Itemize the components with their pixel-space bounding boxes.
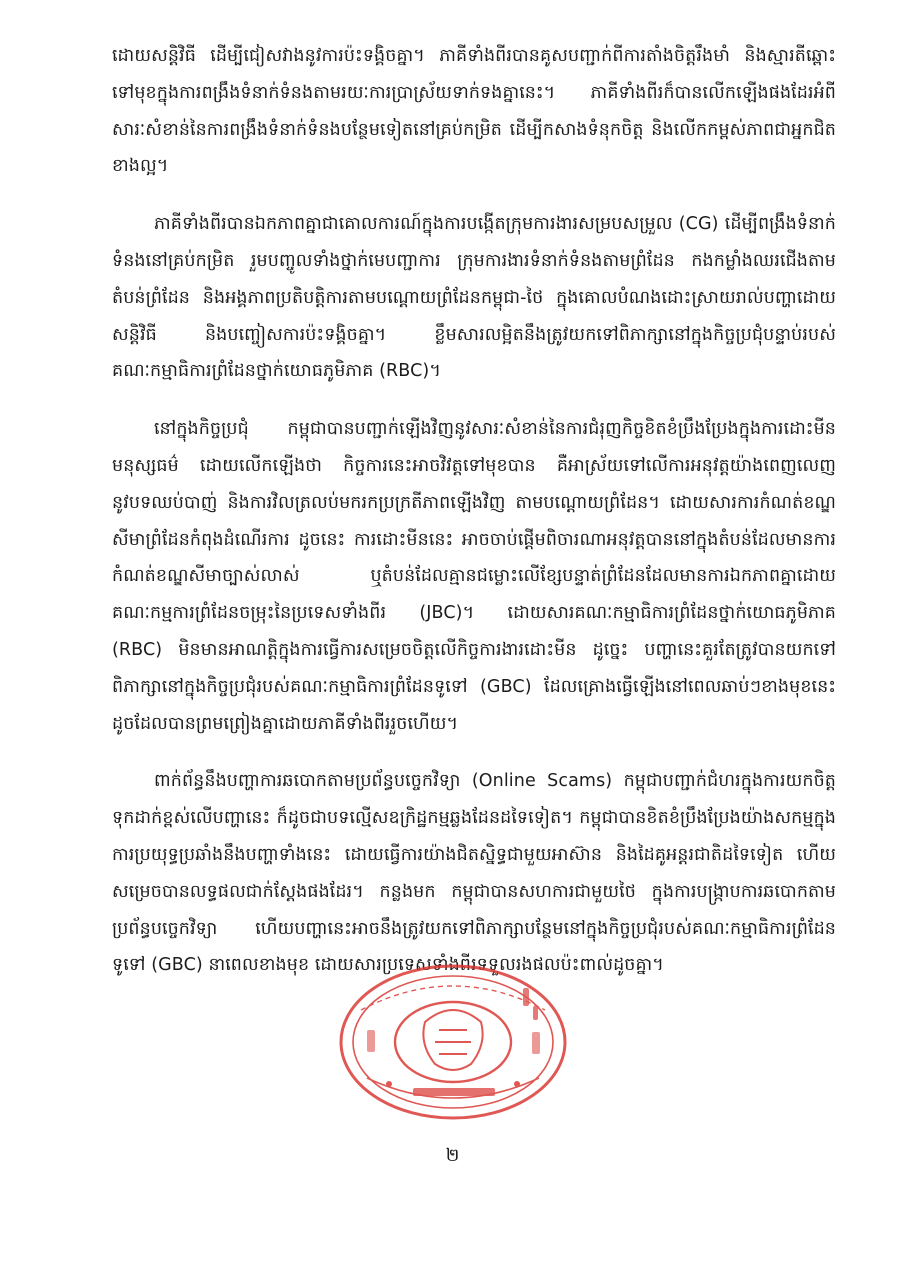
paragraph-3: នៅក្នុងកិច្ចប្រជុំ កម្ពុជាបានបញ្ជាក់ឡើងវិញនូវសារៈសំខាន់នៃការជំរុញកិច្ចខិតខំប្រឹងប្រែងក្នុងការដោះមីនមនុស្សធម៌ ដោយលើកឡើងថា កិច្ចការនេះអាចវិវត្តទៅមុខបាន គឺអាស្រ័យទៅលើការអនុវត្តយ៉ាងពេញលេញនូវបទឈប់បាញ់ និងការវិលត្រលប់មករកប្រក្រតីភាពឡើងវិញ តាមបណ្ដោយព្រំដែន។ ដោយសារការកំណត់ខណ្ឌសីមាព្រំដែនកំពុងដំណើរការ ដូចនេះ ការដោះមីននេះ អាចចាប់ផ្ដើមពិចារណាអនុវត្តបាននៅក្នុងតំបន់ដែលមានការកំណត់ខណ្ឌសីមាច្បាស់លាស់ ឬតំបន់ដែលគ្មានជម្លោះលើខ្សែបន្ទាត់ព្រំដែនដែលមានការឯកភាពគ្នាដោយគណៈកម្មការព្រំដែនចម្រុះនៃប្រទេសទាំងពីរ (JBC)។ ដោយសារគណៈកម្មាធិការព្រំដែនថ្នាក់យោធភូមិភាគ (RBC) មិនមានអាណត្តិក្នុងការធ្វើការសម្រេចចិត្តលើកិច្ចការងារដោះមីន ដូច្នេះ បញ្ហានេះគួរតែត្រូវបានយកទៅពិភាក្សានៅក្នុងកិច្ចប្រជុំរបស់គណៈកម្មាធិការព្រំដែនទូទៅ (GBC) ដែលគ្រោងធ្វើឡើងនៅពេលឆាប់ៗខាងមុខនេះ ដូចដែលបានព្រមព្រៀងគ្នាដោយភាគីទាំងពីររួចហើយ។ [112,419,836,734]
official-seal-stamp [327,960,579,1128]
paragraph-2: ភាគីទាំងពីរបានឯកភាពគ្នាជាគោលការណ៍ក្នុងការបង្កើតក្រុមការងារសម្របសម្រួល (CG) ដើម្បីពង្រឹងទំនាក់ទំនងនៅគ្រប់កម្រិត រួមបញ្ចូលទាំងថ្នាក់មេបញ្ជាការ ក្រុមការងារទំនាក់ទំនងតាមព្រំដែន កងកម្លាំងឈរជើងតាមតំបន់ព្រំដែន និងអង្គភាពប្រតិបត្តិការតាមបណ្ដោយព្រំដែនកម្ពុជា-ថៃ ក្នុងគោលបំណងដោះស្រាយរាល់បញ្ហាដោយសន្តិវិធី និងបញ្ចៀសការប៉ះទង្គិចគ្នា។ ខ្លឹមសារលម្អិតនឹងត្រូវយកទៅពិភាក្សានៅក្នុងកិច្ចប្រជុំបន្ទាប់របស់គណៈកម្មាធិការព្រំដែនថ្នាក់យោធភូមិភាគ (RBC)។ [112,214,836,382]
page-number: ២ [445,1145,460,1166]
paragraph-1: ដោយសន្តិវិធី ដើម្បីជៀសវាងនូវការប៉ះទង្គិចគ្នា។ ភាគីទាំងពីរបានគូសបញ្ជាក់ពីការតាំងចិត្តរឹងមាំ និងស្មារតីឆ្ពោះទៅមុខក្នុងការពង្រឹងទំនាក់ទំនងតាមរយៈការប្រាស្រ័យទាក់ទងគ្នានេះ។ ភាគីទាំងពីរក៏បានលើកឡើងផងដែរអំពីសារៈសំខាន់នៃការពង្រឹងទំនាក់ទំនងបន្ថែមទៀតនៅគ្រប់កម្រិត ដើម្បីកសាងទំនុកចិត្ត និងលើកកម្ពស់ភាពជាអ្នកជិតខាងល្អ។ [112,46,836,177]
paragraph-4: ពាក់ព័ន្ធនឹងបញ្ហាការឆបោកតាមប្រព័ន្ធបច្ចេកវិទ្យា (Online Scams) កម្ពុជាបញ្ជាក់ជំហរក្នុងការយកចិត្តទុកដាក់ខ្ពស់លើបញ្ហានេះ ក៏ដូចជាបទល្មើសឧក្រិដ្ឋកម្មឆ្លងដែនដទៃទៀត។ កម្ពុជាបានខិតខំប្រឹងប្រែងយ៉ាងសកម្មក្នុងការប្រយុទ្ធប្រឆាំងនឹងបញ្ហាទាំងនេះ ដោយធ្វើការយ៉ាងជិតស្និទ្ធជាមួយអាស៊ាន និងដៃគូអន្តរជាតិដទៃទៀត ហើយសម្រេចបានលទ្ធផលជាក់ស្ដែងផងដែរ។ កន្លងមក កម្ពុជាបានសហការជាមួយថៃ ក្នុងការបង្ក្រាបការឆបោកតាមប្រព័ន្ធបច្ចេកវិទ្យា ហើយបញ្ហានេះអាចនឹងត្រូវយកទៅពិភាក្សាបន្ថែមនៅក្នុងកិច្ចប្រជុំរបស់គណៈកម្មាធិការព្រំដែនទូទៅ (GBC) នាពេលខាងមុខ ដោយសារប្រទេសទាំងពីរទទួលរងផលប៉ះពាល់ដូចគ្នា។ [112,771,836,976]
document-body [112,38,836,1005]
